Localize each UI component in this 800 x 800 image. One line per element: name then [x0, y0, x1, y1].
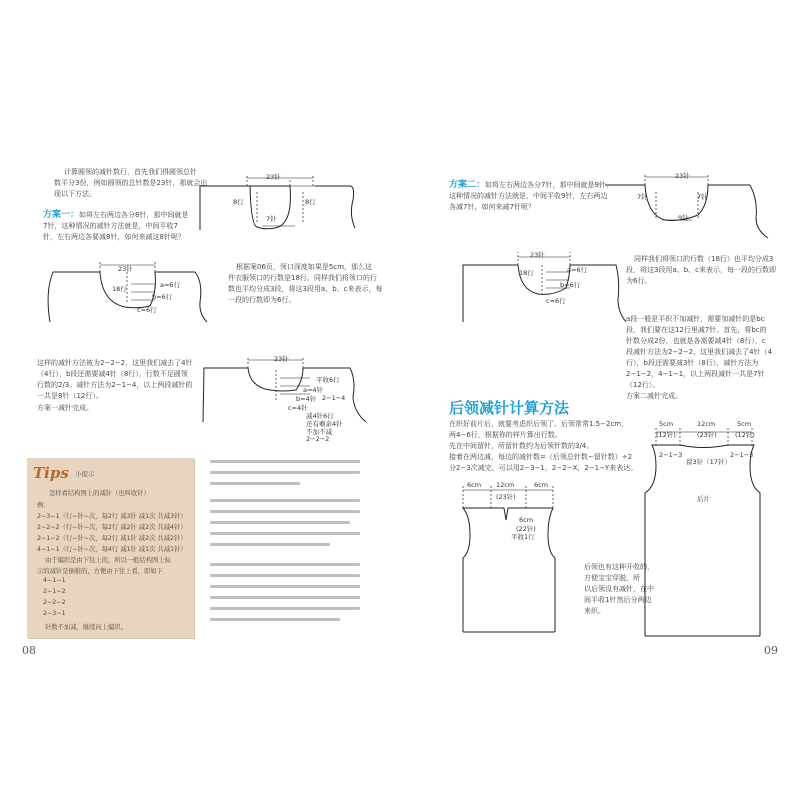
diagram3-note: 不加不减	[306, 428, 332, 436]
diagram6-c2: (23针)	[496, 493, 516, 501]
text3-line: 行数的2/3。减针方法为2−1−4，以上两段减针的	[37, 381, 193, 389]
back-split-diagram	[458, 480, 568, 632]
diagram4-right-label: 7针	[697, 193, 708, 201]
text6-line: 段，我们要在这12行里减7针。首先，将bc的	[626, 326, 767, 334]
diagram6-w3: 6cm	[534, 481, 549, 489]
back-text-line: 在织好前片后，就要考虑织后领了。后领常常1.5−2cm，	[449, 420, 629, 428]
back-text-line: 接着在两边减，每边的减针数=（后领总针数−留针数）÷2	[449, 453, 633, 461]
diagram5-a-label: a=6行	[567, 266, 588, 274]
text5-line: 同样我们将领口的行数（18行）也平均分成3	[634, 255, 774, 263]
diagram6-w2: 12cm	[496, 481, 515, 489]
note-line: 来织。	[584, 607, 605, 615]
text6-line: （12行）。	[626, 381, 660, 389]
diagram7-c2: (23针)	[697, 431, 717, 439]
diagram2-a-label: a=6行	[160, 281, 181, 289]
diagram7-rule-left: 2−1−3	[659, 451, 683, 459]
diagram1-width-label: 23针	[266, 173, 281, 181]
tips-line: 2−3−1	[43, 610, 66, 617]
diagram2-c-label: c=6行	[137, 306, 157, 314]
tips-subtitle: 小提示	[75, 470, 95, 478]
tips-line: 4−1−1	[43, 577, 66, 584]
text3-line: 这样的减针方法被为2−2−2，这里我们减去了4针	[37, 359, 193, 367]
diagram4-width-label: 23针	[675, 172, 690, 180]
text6-line: 方案二减针完成。	[626, 392, 682, 400]
diagram5-c-label: c=6行	[546, 297, 566, 305]
diagram5-width-label: 23针	[530, 251, 545, 259]
text5-line: 段，将这3段用a、b、c来表示，每一段的行数即	[626, 266, 777, 274]
text2-line: 根据案06页，领口深度如果是5cm，那么这	[236, 263, 373, 271]
diagram2-left-label: 18行	[112, 285, 127, 293]
text3-line: （4行），b段还需要减4针（8行），行数不足圆领	[37, 370, 188, 378]
text6-line: 段减针方法为2−2−2，这里我们减去了4针（4	[626, 348, 772, 356]
back-text-line: 分2−3次减完，可以用2−3−1，2−2−X，2−1−Y来表达。	[449, 464, 638, 472]
diagram4-center-label: 9针	[678, 214, 689, 222]
note-line: 方便宝宝穿脱，所	[584, 574, 640, 582]
diagram1-right-label: 8行	[305, 198, 316, 206]
page-number-left: 08	[22, 644, 36, 657]
text5-line: 为6行。	[626, 277, 652, 285]
tips-box	[27, 458, 194, 638]
back-text-line: 两4−6行，根据你的样片算出行数。	[449, 431, 562, 439]
diagram3-c-label: c=4针	[288, 404, 308, 412]
diagram7-body-label: 后片	[697, 495, 710, 503]
note-line: 以后领没有减针，在中	[584, 585, 654, 593]
note-line: 间平收1针然后分两边	[584, 596, 652, 604]
diagram7-rule-center: 留3针（17针）	[686, 458, 731, 466]
plan1-text	[43, 210, 188, 220]
text3-line: 方案一减针完成。	[37, 404, 93, 412]
diagram6-flat3: 平收1行	[511, 533, 535, 541]
diagram7-c3: (12针)	[735, 431, 755, 439]
diagram5-left-label: 18行	[519, 269, 534, 277]
diagram3-flat-label: 平收6行	[316, 376, 340, 384]
page-number-right: 09	[764, 644, 778, 657]
diagram6-flat: 6cm	[519, 516, 534, 524]
diagram3-rule1: 2−1−4	[322, 394, 346, 402]
intro-text-line: 现以下方法。	[54, 190, 96, 198]
tips-line: 2−1−2	[43, 588, 66, 595]
diagram3-note: 减4针6行	[306, 412, 334, 420]
neckline-diagram-1	[195, 170, 385, 250]
note-line: 后领也有这种开收的，	[584, 563, 654, 571]
diagram3-b-label: b=4针	[296, 395, 317, 403]
neckline-diagram-5	[458, 250, 628, 325]
plan2-line: 各减7针，如何来减7针呢？	[449, 203, 535, 211]
diagram7-c1: (12针)	[656, 431, 676, 439]
back-text-line: 先在中间留针，所留针数约为后领针数的3/4。	[449, 442, 594, 450]
diagram3-a-label: a=4针	[303, 386, 324, 394]
plan2-label: 方案二：	[449, 180, 486, 190]
text6-line: 行），b段还需要减3针（8行），减针方法为	[626, 359, 759, 367]
diagram7-rule-right: 2−1−3	[730, 451, 754, 459]
tips-line: 针数不加减，继续向上编织。	[45, 624, 127, 631]
tips-line: 2−1−2（行−针−次，每2行 减1针 减2次 共减2针）	[37, 535, 187, 542]
plan2-line: 如将左右两边各分7针，那中间就是9针，	[485, 181, 613, 189]
text2-line: 件衣服领口的行数是18行。同样我们将领口的行	[228, 274, 377, 282]
tips-line: 怎样看结构图上的减针（也叫收针）	[49, 490, 150, 497]
plan1-label: 方案一：	[43, 210, 80, 220]
text3-line: 一共是8针（12行）。	[37, 392, 103, 400]
diagram3-width-label: 23针	[274, 355, 289, 363]
text6-line: 2−1−2，4−1−1，以上两段减针一共是7针	[626, 370, 765, 378]
tips-line: 示的减针是倒推的，方便由下往上看，即如下	[37, 568, 163, 575]
tips-line: 2−2−2	[43, 599, 66, 606]
text6-line: a段一般是平织不加减针，需要加减针的是bc	[626, 315, 765, 323]
text2-line: 数也平均分成3段，将这3段用a、b、c来表示，每	[228, 285, 383, 293]
intro-text-line: 数平分3份，例如圆领的总针数是23针，那就会出	[54, 179, 208, 187]
plan1-line: 7针，这种情况的减针方法就是，中间平收7	[43, 222, 178, 230]
plan1-line: 针，左右两边各要减8针，如何来减这8针呢？	[43, 233, 185, 241]
diagram7-w1: 5cm	[659, 420, 674, 428]
text2-line: 一段的行数即为6行。	[228, 296, 296, 304]
diagram5-b-label: b=6行	[560, 281, 581, 289]
diagram2-width-label: 23针	[118, 265, 133, 273]
diagram7-w2: 12cm	[697, 420, 716, 428]
tips-title: Tips	[33, 464, 69, 482]
diagram1-left-label: 8行	[233, 198, 244, 206]
diagram3-note: 还有剩余4针	[306, 420, 343, 428]
neckline-diagram-3	[198, 352, 378, 432]
tips-line: 2−2−2（行−针−次，每2行 减2针 减2次 共减4针）	[37, 524, 187, 531]
diagram1-center-label: 7针	[266, 215, 277, 223]
plan2-text	[449, 180, 613, 190]
diagram4-left-label: 7针	[637, 193, 648, 201]
tips-line: 4−1−1（行−针−次，每4行 减1针 减1次 共减1针）	[37, 546, 187, 553]
diagram6-flat2: (22针)	[516, 525, 536, 533]
text6-line: 针数分成2份，也就是各需要减4针（8行），c	[626, 337, 766, 345]
tips-line: 由于编织是由下往上的，所以一般结构图上标	[45, 557, 171, 564]
diagram2-b-label: b=6行	[152, 293, 173, 301]
plan1-line: 如将左右两边各分8针，那中间就是	[79, 211, 189, 219]
intro-text-line: 计算圆领的减针数行，首先我们得圆领总针	[64, 168, 197, 176]
neckline-diagram-4	[600, 170, 770, 250]
tips-line: 例：	[37, 502, 50, 509]
diagram3-rule2: 2−2−2	[306, 435, 330, 443]
tips-line: 2−3−1（行−针−次，每2行 减3针 减1次 共减3针）	[37, 513, 187, 520]
section-heading: 后领减针计算方法	[449, 399, 570, 417]
diagram7-w3: 5cm	[737, 420, 752, 428]
diagram6-w1: 6cm	[467, 481, 482, 489]
plan2-line: 这种情况的减针方法就是，中间平收9针，左右两边	[449, 192, 608, 200]
